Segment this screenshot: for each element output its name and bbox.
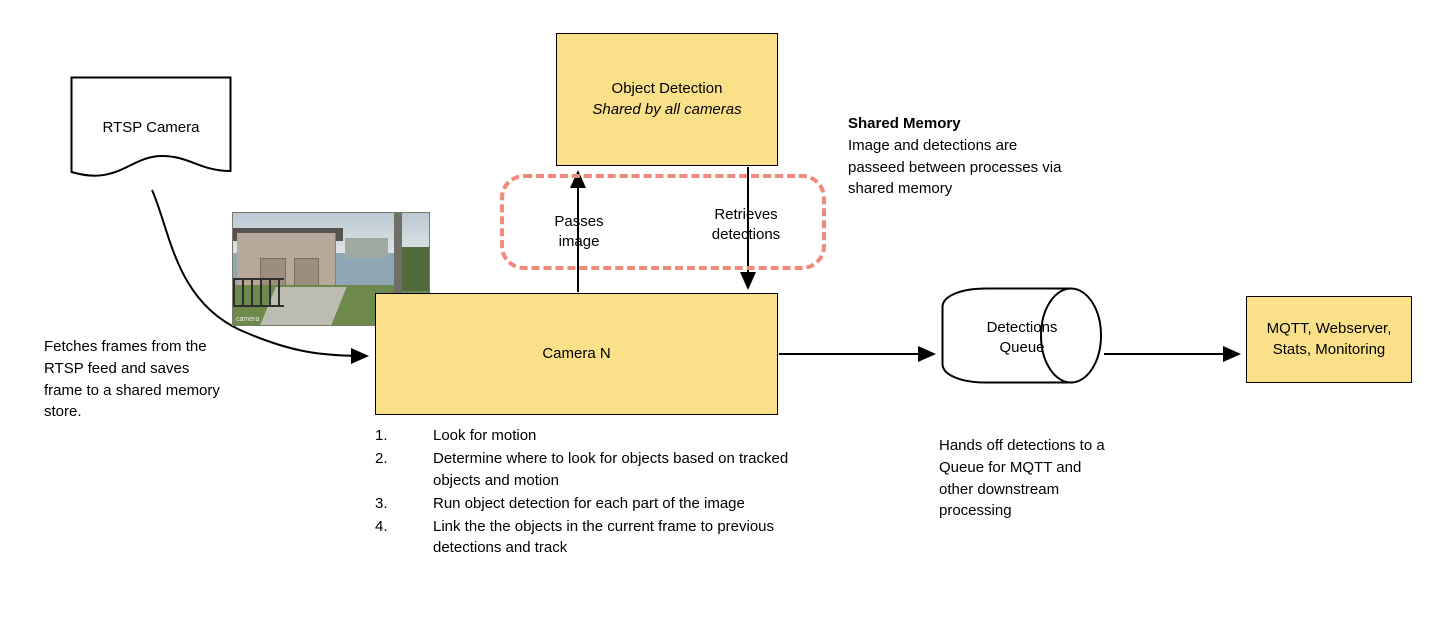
node-mqtt-webserver[interactable] bbox=[1246, 296, 1412, 383]
note-queue-handoff: Hands off detections to a Queue for MQTT and other downstream processing bbox=[939, 437, 1105, 520]
node-mqtt-line1: MQTT, Webserver, bbox=[1266, 320, 1392, 338]
node-detections-queue-label: Detections Queue bbox=[986, 319, 1058, 356]
node-mqtt-line2: Stats, Monitoring bbox=[1272, 340, 1386, 358]
note-shared-memory-body: Image and detections are passeed between processes via shared memory bbox=[848, 136, 1062, 198]
snapshot-fence bbox=[233, 278, 284, 307]
step-number: 1. bbox=[375, 427, 388, 444]
step-text: Look for motion bbox=[433, 427, 537, 444]
snapshot-bush bbox=[402, 247, 429, 292]
step-number: 2. bbox=[375, 450, 388, 468]
list-item bbox=[375, 448, 795, 491]
note-fetches-frames: Fetches frames from the RTSP feed and saves frame to a shared memory store. bbox=[44, 338, 220, 421]
node-rtsp-camera-label: RTSP Camera bbox=[102, 119, 200, 136]
step-number: 3. bbox=[375, 494, 388, 512]
edge-label-passes-image: Passes image bbox=[554, 213, 604, 250]
node-object-detection-subtitle: Shared by all cameras bbox=[592, 100, 742, 118]
note-shared-memory bbox=[848, 113, 1063, 200]
step-number: 4. bbox=[375, 518, 388, 536]
list-item bbox=[375, 493, 795, 514]
node-rtsp-camera[interactable] bbox=[70, 76, 232, 188]
node-object-detection-title: Object Detection bbox=[611, 80, 723, 98]
camera-steps-list bbox=[375, 425, 795, 561]
node-detections-queue[interactable] bbox=[941, 287, 1103, 384]
node-object-detection[interactable] bbox=[556, 33, 778, 166]
step-text: Determine where to look for objects based on tracked objects and motion bbox=[433, 450, 789, 489]
node-camera-n-label: Camera N bbox=[542, 344, 611, 362]
snapshot-timestamp: camera bbox=[236, 316, 260, 323]
step-text: Link the the objects in the current frame to previous detections and track bbox=[433, 518, 775, 557]
step-text: Run object detection for each part of the image bbox=[433, 494, 745, 512]
snapshot-pole bbox=[394, 213, 402, 300]
node-camera-n[interactable] bbox=[375, 293, 778, 415]
snapshot-far-house bbox=[345, 238, 388, 258]
edge-label-retrieves-detections: Retrieves detections bbox=[711, 206, 781, 243]
list-item bbox=[375, 516, 795, 559]
list-item bbox=[375, 425, 795, 446]
note-shared-memory-title: Shared Memory bbox=[848, 115, 961, 132]
